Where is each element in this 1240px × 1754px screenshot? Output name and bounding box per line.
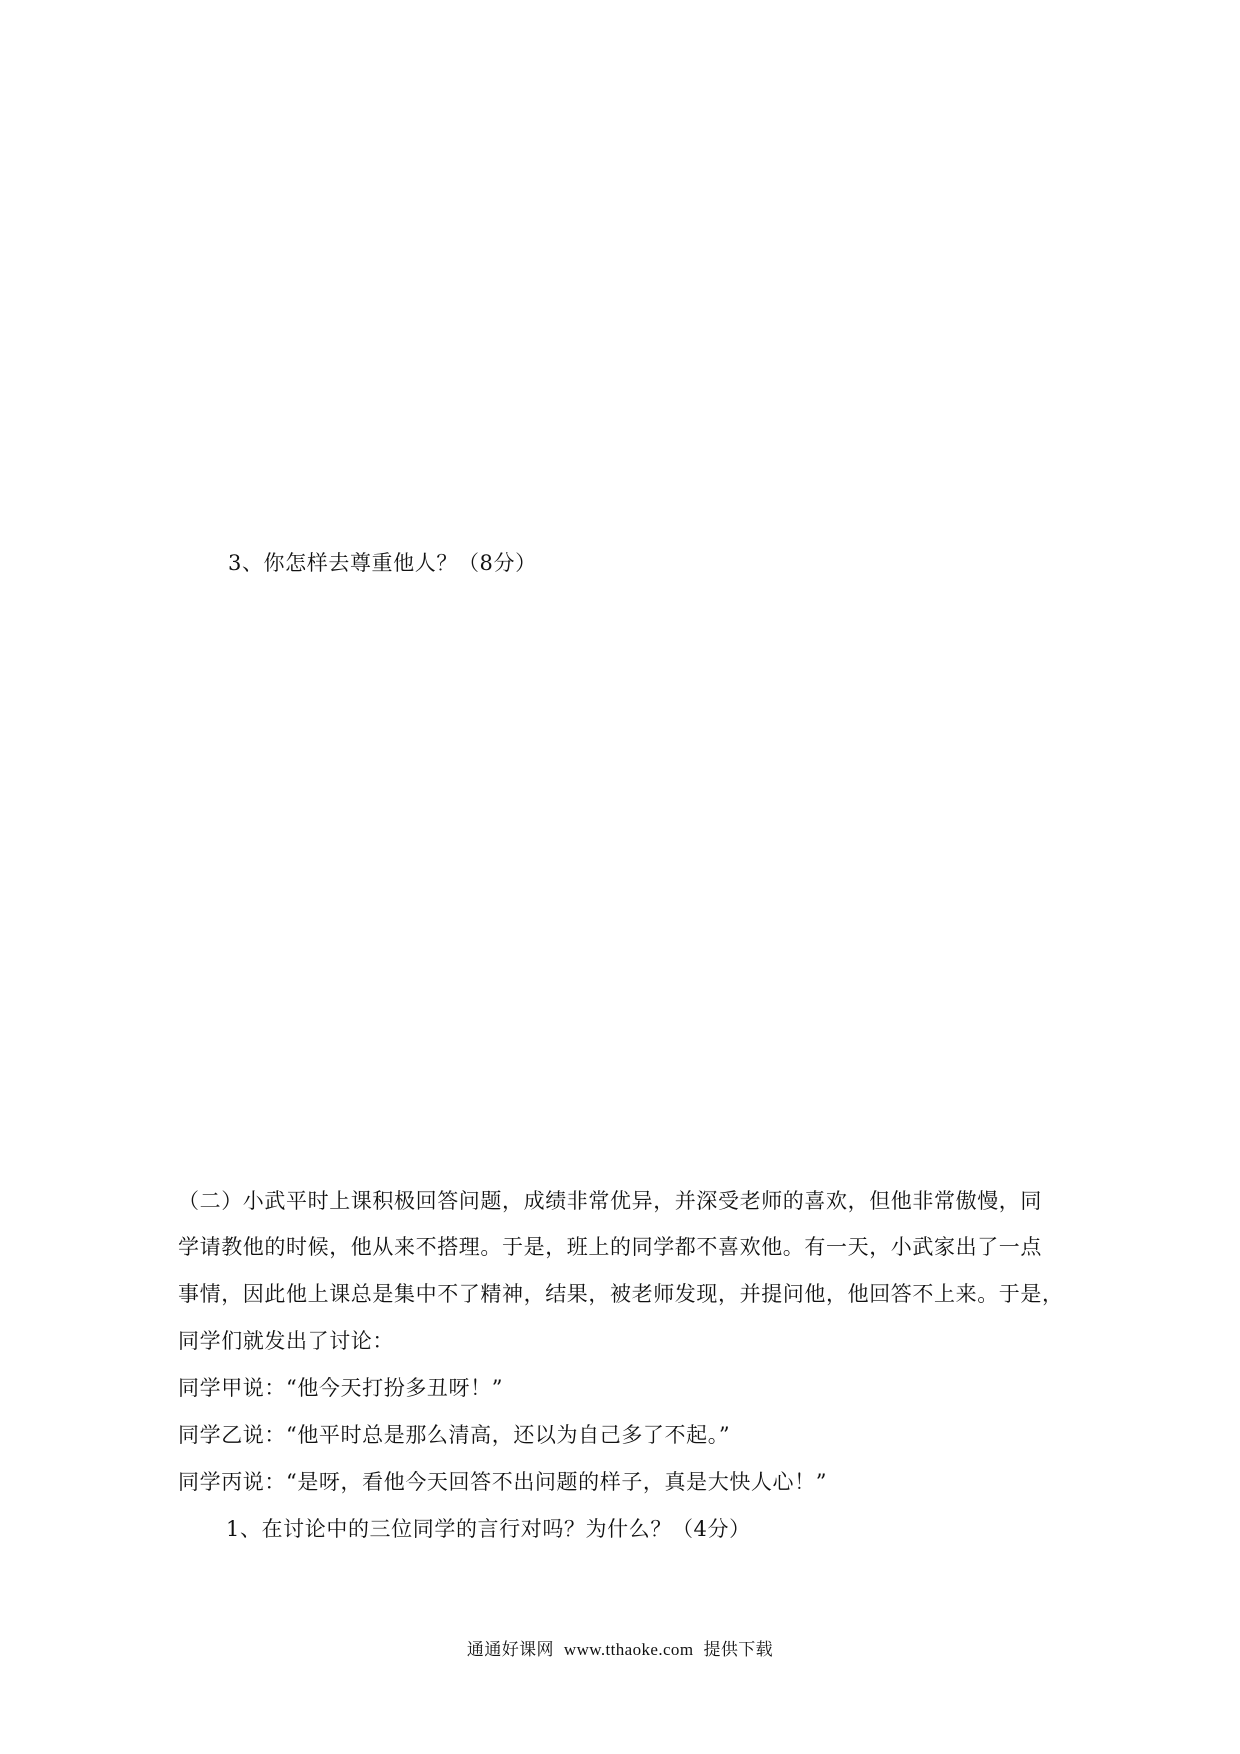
question-3: 3、你怎样去尊重他人？（8分） <box>228 551 537 575</box>
scenario-paragraph-line-4: 同学们就发出了讨论： <box>178 1329 394 1353</box>
scenario-paragraph-line-3: 事情，因此他上课总是集中不了精神，结果，被老师发现，并提问他，他回答不上来。于是， <box>178 1282 1064 1306</box>
page-footer <box>0 1638 1240 1662</box>
question-1: 1、在讨论中的三位同学的言行对吗？为什么？（4分） <box>226 1517 751 1541</box>
statement-student-c: 同学丙说：“是呀，看他今天回答不出问题的样子，真是大快人心！” <box>178 1470 828 1494</box>
scenario-paragraph-line-2: 学请教他的时候，他从来不搭理。于是，班上的同学都不喜欢他。有一天，小武家出了一点 <box>178 1235 1042 1259</box>
statement-student-a: 同学甲说：“他今天打扮多丑呀！” <box>178 1376 504 1400</box>
footer-suffix: 提供下载 <box>703 1640 774 1660</box>
footer-url[interactable]: www.tthaoke.com <box>563 1640 694 1659</box>
footer-site-name: 通通好课网 <box>466 1640 554 1660</box>
scenario-paragraph-line-1: （二）小武平时上课积极回答问题，成绩非常优异，并深受老师的喜欢，但他非常傲慢，同 <box>178 1189 1042 1213</box>
statement-student-b: 同学乙说：“他平时总是那么清高，还以为自己多了不起。” <box>178 1423 731 1447</box>
